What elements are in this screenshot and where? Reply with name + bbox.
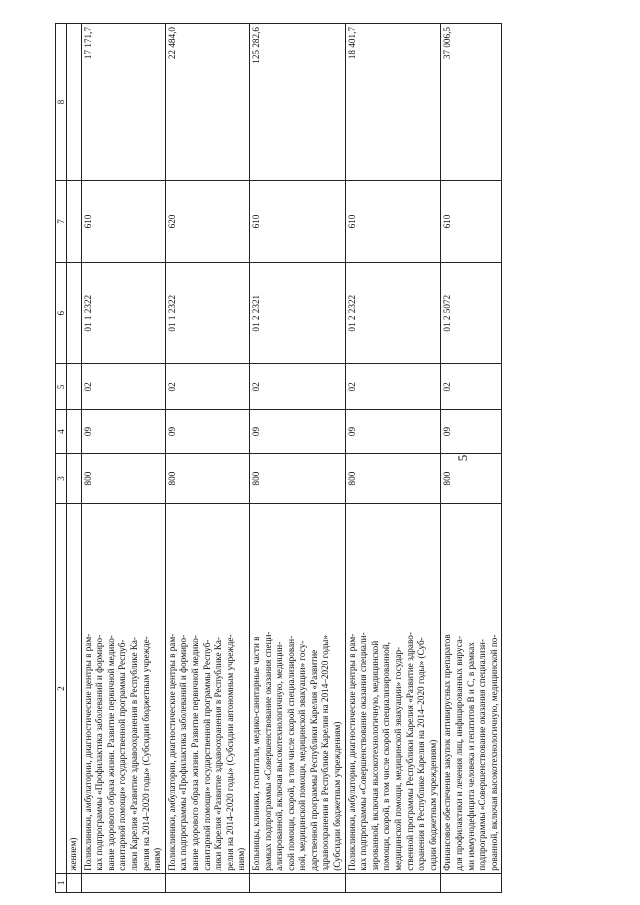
row-section: 09 [249,410,345,453]
header-cell-4: 4 [56,410,67,453]
table-row [249,24,345,893]
row-target-article: 01 1 2322 [81,263,165,364]
header-cell-5: 5 [56,364,67,410]
row-target-article: 01 2 5072 [441,263,502,364]
header-cell-1: 1 [56,873,67,892]
row-expense-type: 610 [81,180,165,262]
table-header-row [56,24,67,893]
row-description: Поликлиники, амбулатории, диагностические центры в рам- ках подпрограммы «Профилактика заболеваний и формиро- вание здорового образа жизни. Развитие первичной медико- санитарной помощи» государственной программы Респуб- лики Карелия «Развитие здравоохранения в Республике Ка- релия на 2014–2020 годы» (Субсидии автономным учрежде- ниям) [165,504,249,873]
table-row [441,24,502,893]
row-ministry-code: 800 [81,453,165,504]
row-subsection: 02 [165,364,249,410]
budget-table [55,23,502,893]
row-target-article: 01 2 2322 [345,263,441,364]
table-row [165,24,249,893]
row-description: Поликлиники, амбулатории, диагностические центры в рам- ках подпрограммы «Профилактика заболеваний и формиро- вание здорового образа жизни. Развитие первичной медико- санитарной помощи» государственной программы Респуб- лики Карелия «Развитие здравоохранения в Республике Ка- релия на 2014–2020 годы» (Субсидии бюджетным учрежде- ниям) [81,504,165,873]
row-expense-type: 610 [345,180,441,262]
row-expense-type: 610 [249,180,345,262]
row-expense-type: 620 [165,180,249,262]
row-ministry-code: 800 [249,453,345,504]
row-ministry-code: 800 [345,453,441,504]
continuation-text: жением) [67,504,82,873]
row-ministry-code: 800 [441,453,502,504]
row-subsection: 02 [249,364,345,410]
row-expense-type: 610 [441,180,502,262]
table-row-continuation [67,24,82,893]
row-subsection: 02 [345,364,441,410]
row-section: 09 [81,410,165,453]
header-cell-3: 3 [56,453,67,504]
header-cell-2: 2 [56,504,67,873]
rotated-page [55,23,640,893]
row-target-article: 01 2 2321 [249,263,345,364]
row-description: Больницы, клиники, госпитали, медико-санитарные части в рамках подпрограммы «Совершенствование оказания специ- ализированной, включая высокотехнологичную, медицин- ской помощи, скорой, в том числе скорой специализирован- ной, медицинской помощи, медицинской эвакуации» госу- дарственной программы Республики Карелия «Развитие здравоохранения в Республике Карелия на 2014–2020 годы» (Субсидии бюджетным учреждениям) [249,504,345,873]
row-section: 09 [345,410,441,453]
row-subsection: 02 [441,364,502,410]
table-row [345,24,441,893]
row-amount: 18 401,7 [345,24,441,181]
row-amount: 22 484,0 [165,24,249,181]
row-section: 09 [441,410,502,453]
row-section: 09 [165,410,249,453]
page-number: 5 [455,454,470,462]
row-ministry-code: 800 [165,453,249,504]
header-cell-6: 6 [56,263,67,364]
row-subsection: 02 [81,364,165,410]
row-amount: 17 171,7 [81,24,165,181]
row-amount: 125 282,6 [249,24,345,181]
row-description: Поликлиники, амбулатории, диагностические центры в рам- ках подпрограммы «Совершенствование оказания специали- зированной, включая высокотехнологичную, медицинской помощи, скорой, в том числе скорой специализированной, медицинской помощи, медицинской эвакуации» государ- ственной программы Республики Карелия «Развитие здраво- охранения в Республике Карелия на 2014–2020 годы» (Суб- сидии бюджетным учреждениям) [345,504,441,873]
row-amount: 37 006,5 [441,24,502,181]
header-cell-7: 7 [56,180,67,262]
header-cell-8: 8 [56,24,67,181]
row-description: Финансовое обеспечение закупок антивирусных препаратов для профилактики и лечения лиц, инфицированных вируса- ми иммунодефицита человека и гепатитов В и С, в рамках подпрограммы «Совершенствование оказания специализи- рованной, включая высокотехнологичную, медицинской по- [441,504,502,873]
row-target-article: 01 1 2322 [165,263,249,364]
table-row [81,24,165,893]
